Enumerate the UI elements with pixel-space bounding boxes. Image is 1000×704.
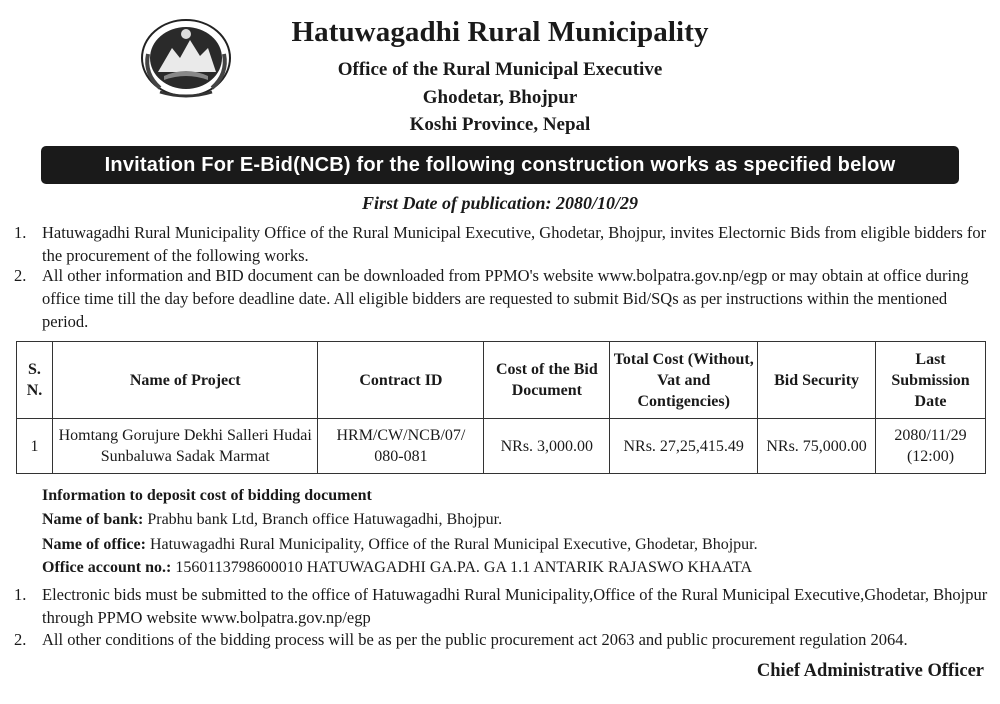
table-cell: NRs. 75,000.00 xyxy=(758,419,876,474)
municipality-title: Hatuwagadhi Rural Municipality xyxy=(291,16,709,48)
list-number: 1. xyxy=(14,585,27,604)
province: Koshi Province, Nepal xyxy=(409,114,591,135)
table-cell: NRs. 3,000.00 xyxy=(484,419,610,474)
column-header: Last Submission Date xyxy=(876,342,986,419)
account-label: Office account no.: xyxy=(42,559,172,576)
table-cell: Homtang Gorujure Dekhi Salleri Hudai Sunbaluwa Sadak Marmat xyxy=(52,419,318,474)
signature-title: Chief Administrative Officer xyxy=(756,661,984,681)
bank-label: Name of bank: xyxy=(42,511,144,528)
account-value: 1560113798600010 HATUWAGADHI GA.PA. GA 1.1 ANTARIK RAJASWO KHAATA xyxy=(171,559,753,576)
deposit-heading xyxy=(42,486,992,506)
bank-value: Prabhu bank Ltd, Branch office Hatuwagadhi, Bhojpur. xyxy=(143,511,503,528)
bid-table xyxy=(16,341,986,474)
column-header: S. N. xyxy=(17,342,53,419)
list-text: Hatuwagadhi Rural Municipality Office of the Rural Municipal Executive, Ghodetar, Bhojpur, invites Electornic Bids from eligible bidders for the procurement of the following works. xyxy=(42,223,987,265)
list-text: All other conditions of the bidding process will be as per the public procurement act 2063 and public procurement regulation 2064. xyxy=(42,630,908,649)
account-info xyxy=(42,558,992,578)
table-cell: HRM/CW/NCB/07/ 080-081 xyxy=(318,419,484,474)
table-row xyxy=(17,419,986,474)
column-header: Contract ID xyxy=(318,342,484,419)
office-name: Office of the Rural Municipal Executive xyxy=(337,59,663,80)
list-number: 1. xyxy=(14,223,27,242)
address: Ghodetar, Bhojpur xyxy=(422,87,578,108)
office-value: Hatuwagadhi Rural Municipality, Office of the Rural Municipal Executive, Ghodetar, Bhojpur. xyxy=(145,536,758,553)
column-header: Name of Project xyxy=(52,342,318,419)
invitation-banner: Invitation For E-Bid(NCB) for the following construction works as specified below xyxy=(41,146,959,184)
list-text: Electronic bids must be submitted to the office of Hatuwagadhi Rural Municipality,Office of the Rural Municipal Executive,Ghodetar, Bhojpur through PPMO website www.bolpatra.gov.np/egp xyxy=(42,585,988,627)
deposit-heading-text: Information to deposit cost of bidding document xyxy=(42,487,372,504)
column-header: Cost of the Bid Document xyxy=(484,342,610,419)
office-label: Name of office: xyxy=(42,536,146,553)
table-header-row xyxy=(17,342,986,419)
bank-info xyxy=(42,510,992,530)
column-header: Bid Security xyxy=(758,342,876,419)
table-cell: 1 xyxy=(17,419,53,474)
table-cell: 2080/11/29 (12:00) xyxy=(876,419,986,474)
office-info xyxy=(42,535,992,555)
publication-date: First Date of publication: 2080/10/29 xyxy=(361,193,638,213)
table-cell: NRs. 27,25,415.49 xyxy=(610,419,758,474)
column-header: Total Cost (Without, Vat and Contigencies) xyxy=(610,342,758,419)
list-number: 2. xyxy=(14,266,27,285)
list-text: All other information and BID document can be downloaded from PPMO's website www.bolpatra.gov.np/egp or may obtain at office during office time till the day before deadline date. All eligible bidders are requested to submit Bid/SQs as per instructions within the mentioned period. xyxy=(42,266,969,331)
list-number: 2. xyxy=(14,630,27,649)
